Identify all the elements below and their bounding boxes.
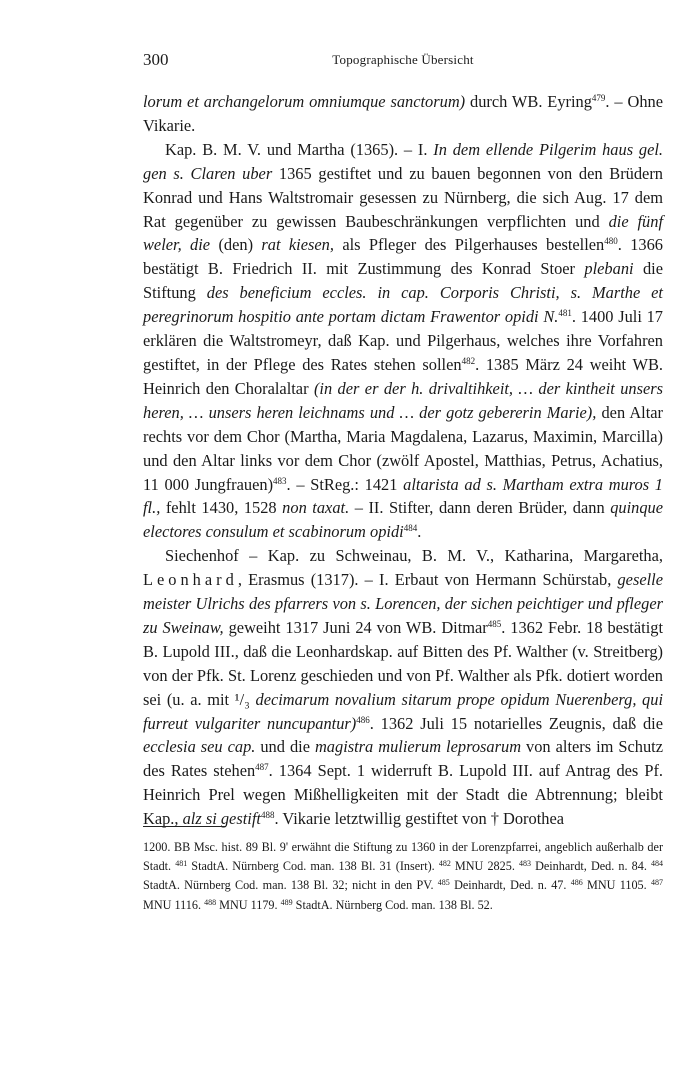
italic-run: des beneficium eccles. in cap. Corporis Christi, s. Marthe et peregrinorum hospitio ante portam dictam Frawentor opidi N. — [143, 283, 663, 327]
footnote-block — [143, 838, 663, 915]
footnote-rule — [143, 826, 226, 827]
italic-run: quinque electores consulum et scabinorum opidi — [143, 498, 663, 542]
running-head — [143, 50, 663, 72]
text-run: – II. Stifter, dann deren Brüder, dann — [349, 498, 611, 518]
footnote-ref: 480 — [604, 236, 618, 247]
text-run: MNU 1116. — [143, 897, 205, 912]
text-run: . 1385 März 24 weiht WB. Heinrich den Choralaltar — [143, 354, 663, 398]
paragraph-eyring-continuation — [143, 90, 663, 138]
footnote-ref: 481 — [175, 859, 188, 869]
footnote-ref: 486 — [570, 878, 583, 888]
paragraph-kap-bmv-martha — [143, 138, 663, 544]
text-run: fehlt 1430, 1528 — [160, 498, 283, 518]
text-run: durch WB. Eyring — [465, 92, 592, 111]
text-run: . – StReg.: 1421 — [286, 474, 404, 494]
footnote-ref: 482 — [438, 859, 451, 869]
text-run: StadtA. Nürnberg Cod. man. 138 Bl. 31 (Insert). — [187, 859, 439, 874]
text-run: StadtA. Nürnberg Cod. man. 138 Bl. 52. — [292, 897, 493, 912]
italic-run: ecclesia seu cap. — [143, 737, 256, 757]
text-run: . — [417, 522, 422, 542]
text-run: 1200. BB Msc. hist. 89 Bl. 9' erwähnt die Stiftung zu 1360 in der Lorenzpfarrei, angeblich außerhalb der Stadt. — [143, 840, 663, 874]
text-run: den Altar rechts vor dem Chor (Martha, Maria Magdalena, Lazarus, Maximin, Marcilla) und den Altar links vor dem Chor (zwölf Apostel, Matthias, Petrus, Achatius, 11 000 Jungfrauen) — [143, 402, 664, 494]
text-run: . 1362 Juli 15 notarielles Zeugnis, daß die — [369, 713, 664, 733]
text-run: MNU 1105. — [582, 878, 651, 893]
spaced-run: Leonhard — [143, 570, 238, 590]
text-run: MNU 2825. — [450, 859, 519, 874]
text-run: (den) — [210, 235, 262, 255]
footnote-ref: 488 — [204, 897, 217, 907]
text-run: StadtA. Nürnberg Cod. man. 138 Bl. 32; nicht in den PV. — [143, 878, 438, 893]
footnote-ref: 483 — [273, 475, 287, 486]
text-run: . – Ohne Vikarie. — [143, 92, 663, 135]
footnote-ref: 484 — [403, 523, 418, 534]
italic-run: magistra mulierum leprosarum — [314, 737, 522, 757]
footnotes — [143, 838, 663, 915]
italic-run: alz si gestift — [182, 809, 261, 829]
italic-run: altarista ad s. Martham extra muros 1 fl., — [143, 474, 663, 518]
text-run: von alters im Schutz des Rates stehen — [143, 737, 663, 781]
footnote-ref: 482 — [461, 355, 476, 366]
paragraph-siechenhof-schweinau — [143, 544, 663, 831]
text-run: . Vikarie letztwillig gestiftet von † Dorothea — [274, 809, 565, 829]
italic-run: rat kiesen, — [261, 235, 334, 255]
footnote-ref: 487 — [255, 762, 269, 773]
italic-run: decimarum novalium sitarum prope opidum Nuerenberg, qui furreut vulgariter nuncupantur) — [143, 689, 663, 733]
footnote-ref: 489 — [280, 897, 293, 907]
text-run: 1365 gestiftet und zu bauen begonnen von den Brüdern Konrad und Hans Waltstromair gesessen zu Nürnberg, die sich Aug. 17 dem Rat gegenüber zu gewissen Baubeschränkungen verpflichten und — [143, 163, 663, 231]
footnote-ref: 485 — [487, 618, 502, 629]
body-text — [143, 90, 663, 831]
text-run: Deinhardt, Ded. n. 47. — [449, 878, 571, 893]
text-run: . 1366 bestätigt B. Friedrich II. mit Zustimmung des Konrad Stoer — [143, 235, 664, 279]
text-run: als Pfleger des Pilgerhauses bestellen — [333, 235, 605, 255]
italic-run: lorum et archangelorum omniumque sanctorum) — [143, 92, 466, 111]
text-run: Siechenhof – Kap. zu Schweinau, B. M. V., Katharina, Margaretha, — [165, 546, 663, 566]
text-run: geweiht 1317 Juni 24 von WB. Ditmar — [223, 617, 488, 637]
footnote-ref: 485 — [437, 878, 450, 888]
italic-run: geselle meister Ulrichs des pfarrers von s. Lorencen, der sichen peichtiger und pfleger zu Sweinaw, — [143, 570, 663, 637]
footnote-ref: 481 — [558, 308, 572, 319]
italic-run: (in der er der h. drivaltihkeit, … der kintheit unsers heren, … unsers heren leichnams und … der gotz gebererin Marie), — [143, 378, 664, 422]
footnote-ref: 483 — [518, 859, 531, 869]
italic-run: non taxat. — [282, 498, 350, 518]
footnote-ref: 484 — [650, 859, 663, 869]
page-number: 300 — [143, 50, 169, 69]
running-title: Topographische Übersicht — [332, 52, 474, 67]
italic-run: In dem ellende Pilgerim haus gel. gen s. Claren uber — [143, 139, 663, 183]
footnote-ref: 486 — [356, 714, 370, 725]
text-run: die Stiftung — [143, 259, 663, 303]
text-run: . 1362 Febr. 18 bestätigt B. Lupold III., daß die Leonhardskap. auf Bitten des Pf. Walther (v. Streitberg) von der Pfk. St. Lorenz geschieden und von Pf. Walther als Pfk. dotiert worden sei (u. a. mit ¹/₃ — [143, 617, 663, 709]
text-run: . 1400 Juli 17 erklären die Waltstromeyr, daß Kap. und Pilgerhaus, welches ihre Vorfahren gestiftet, in der Pflege des Rates stehen sollen — [143, 307, 663, 374]
italic-run: plebani — [584, 259, 634, 279]
text-run: Kap. B. M. V. und Martha (1365). – I. — [165, 139, 434, 159]
footnote-ref: 488 — [260, 810, 275, 821]
footnote-ref: 479 — [591, 93, 606, 103]
italic-run: die fünf weler, die — [143, 211, 664, 255]
text-run: und die — [255, 737, 315, 757]
text-run: . 1364 Sept. 1 widerruft B. Lupold III. auf Antrag des Pf. Heinrich Prel wegen Mißhelligkeiten mit der Stadt die Abtrennung; bleibt Kap., — [143, 761, 663, 829]
text-run: , Erasmus (1317). – I. Erbaut von Hermann Schürstab, — [237, 570, 618, 590]
footnote-ref: 487 — [650, 878, 663, 888]
text-run: MNU 1179. — [216, 897, 281, 912]
text-run: Deinhardt, Ded. n. 84. — [530, 859, 651, 874]
